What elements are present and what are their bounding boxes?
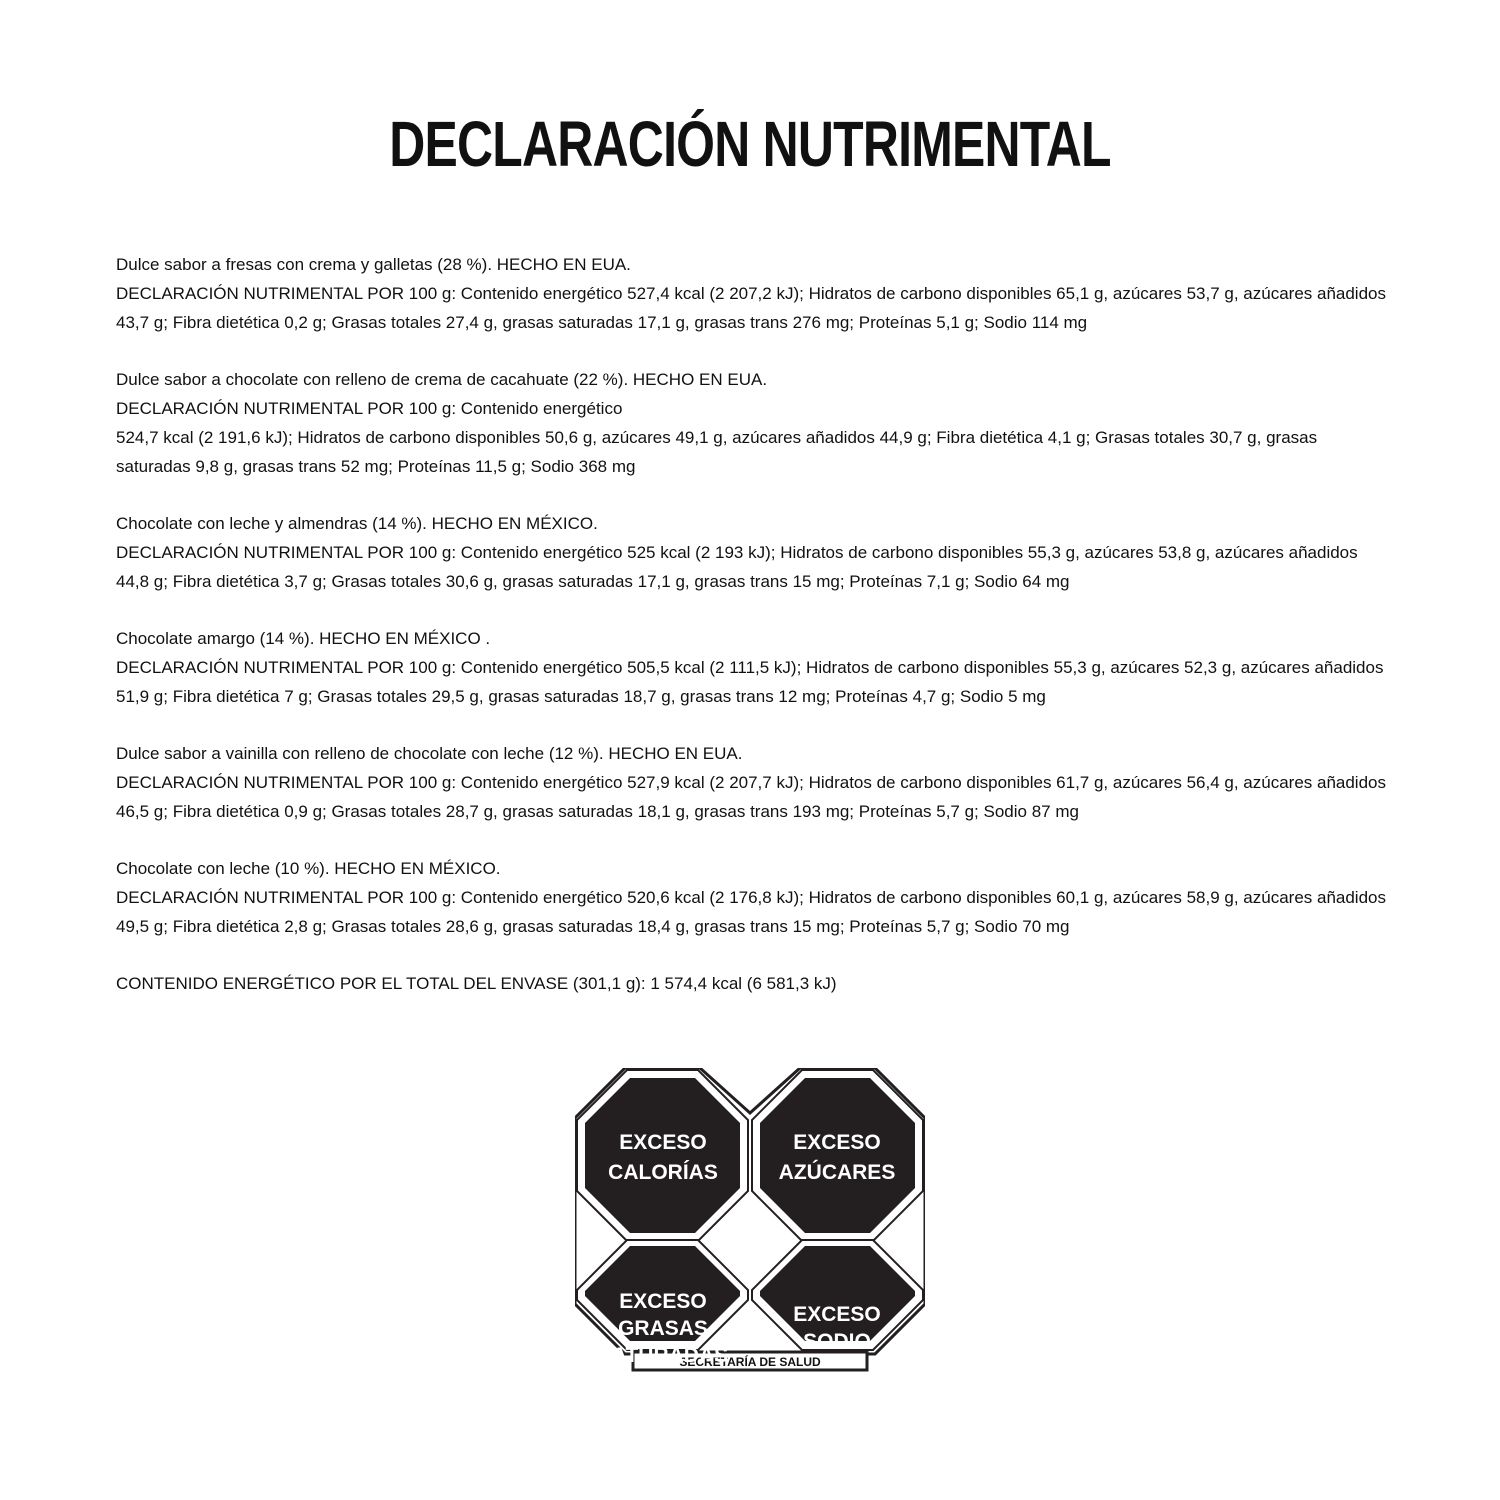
authority-label: SECRETARÍA DE SALUD: [679, 1355, 821, 1369]
seal-line: GRASAS: [618, 1317, 708, 1340]
seal-line: EXCESO: [793, 1303, 881, 1326]
product-declaration: [116, 854, 1386, 941]
product-name: Dulce sabor a vainilla con relleno de chocolate con leche (12 %). HECHO EN EUA.: [116, 744, 743, 763]
page-title: DECLARACIÓN NUTRIMENTAL: [389, 108, 1111, 180]
seal-line: AZÚCARES: [778, 1161, 896, 1184]
product-name: Dulce sabor a fresas con crema y galletas (28 %). HECHO EN EUA.: [116, 255, 631, 274]
nutrition-values: DECLARACIÓN NUTRIMENTAL POR 100 g: Contenido energético 527,4 kcal (2 207,2 kJ); Hidratos de carbono disponibles 65,1 g, azúcares 53,7 g, azúcares añadidos 43,7 g; Fibra dietética 0,2 g; Grasas totales 27,4 g, grasas saturadas 17,1 g, grasas trans 276 mg; Proteínas 5,1 g; Sodio 114 mg: [116, 284, 1386, 332]
total-energy-statement: CONTENIDO ENERGÉTICO POR EL TOTAL DEL ENVASE (301,1 g): 1 574,4 kcal (6 581,3 kJ): [116, 974, 837, 993]
octagon-warning-seal-icon: [760, 1078, 915, 1233]
product-declaration: [116, 739, 1386, 826]
seal-exceso-calorias: [577, 1070, 748, 1241]
product-name: Dulce sabor a chocolate con relleno de crema de cacahuate (22 %). HECHO EN EUA.: [116, 370, 768, 389]
nutrition-values: DECLARACIÓN NUTRIMENTAL POR 100 g: Contenido energético 525 kcal (2 193 kJ); Hidratos de carbono disponibles 55,3 g, azúcares 53,8 g, azúcares añadidos 44,8 g; Fibra dietética 3,7 g; Grasas totales 30,6 g, grasas saturadas 17,1 g, grasas trans 15 mg; Proteínas 7,1 g; Sodio 64 mg: [116, 543, 1358, 591]
product-declaration: [116, 250, 1386, 337]
nutrition-values-head: DECLARACIÓN NUTRIMENTAL POR 100 g: Contenido energético: [116, 399, 623, 418]
seal-line: CALORÍAS: [608, 1161, 718, 1184]
nutrition-declarations: [116, 250, 1386, 998]
product-declaration: [116, 365, 1386, 481]
seal-line: SODIO: [803, 1330, 871, 1353]
product-declaration: [116, 624, 1386, 711]
product-declaration: [116, 509, 1386, 596]
nutrition-values-tail: 524,7 kcal (2 191,6 kJ); Hidratos de carbono disponibles 50,6 g, azúcares 49,1 g, azúcares añadidos 44,9 g; Fibra dietética 4,1 g; Grasas totales 30,7 g, grasas saturadas 9,8 g, grasas trans 52 mg; Proteínas 11,5 g; Sodio 368 mg: [116, 428, 1318, 476]
seal-line: SATURADAS: [597, 1344, 729, 1367]
octagon-warning-seal-icon: [585, 1078, 740, 1233]
warning-seals: [575, 1068, 925, 1380]
warning-seals-graphic: [575, 1068, 925, 1380]
seal-line: EXCESO: [619, 1131, 707, 1154]
nutrition-values: DECLARACIÓN NUTRIMENTAL POR 100 g: Contenido energético 527,9 kcal (2 207,7 kJ); Hidratos de carbono disponibles 61,7 g, azúcares 56,4 g, azúcares añadidos 46,5 g; Fibra dietética 0,9 g; Grasas totales 28,7 g, grasas saturadas 18,1 g, grasas trans 193 mg; Proteínas 5,7 g; Sodio 87 mg: [116, 773, 1386, 821]
product-name: Chocolate con leche (10 %). HECHO EN MÉXICO.: [116, 859, 501, 878]
nutrition-values: DECLARACIÓN NUTRIMENTAL POR 100 g: Contenido energético 505,5 kcal (2 111,5 kJ); Hidratos de carbono disponibles 55,3 g, azúcares 52,3 g, azúcares añadidos 51,9 g; Fibra dietética 7 g; Grasas totales 29,5 g, grasas saturadas 18,7 g, grasas trans 12 mg; Proteínas 4,7 g; Sodio 5 mg: [116, 658, 1384, 706]
product-name: Chocolate con leche y almendras (14 %). HECHO EN MÉXICO.: [116, 514, 598, 533]
seal-line: EXCESO: [619, 1290, 707, 1313]
nutrition-values: DECLARACIÓN NUTRIMENTAL POR 100 g: Contenido energético 520,6 kcal (2 176,8 kJ); Hidratos de carbono disponibles 60,1 g, azúcares 58,9 g, azúcares añadidos 49,5 g; Fibra dietética 2,8 g; Grasas totales 28,6 g, grasas saturadas 18,4 g, grasas trans 15 mg; Proteínas 5,7 g; Sodio 70 mg: [116, 888, 1386, 936]
seal-exceso-azucares: [752, 1070, 923, 1241]
seal-line: EXCESO: [793, 1131, 881, 1154]
product-name: Chocolate amargo (14 %). HECHO EN MÉXICO .: [116, 629, 491, 648]
